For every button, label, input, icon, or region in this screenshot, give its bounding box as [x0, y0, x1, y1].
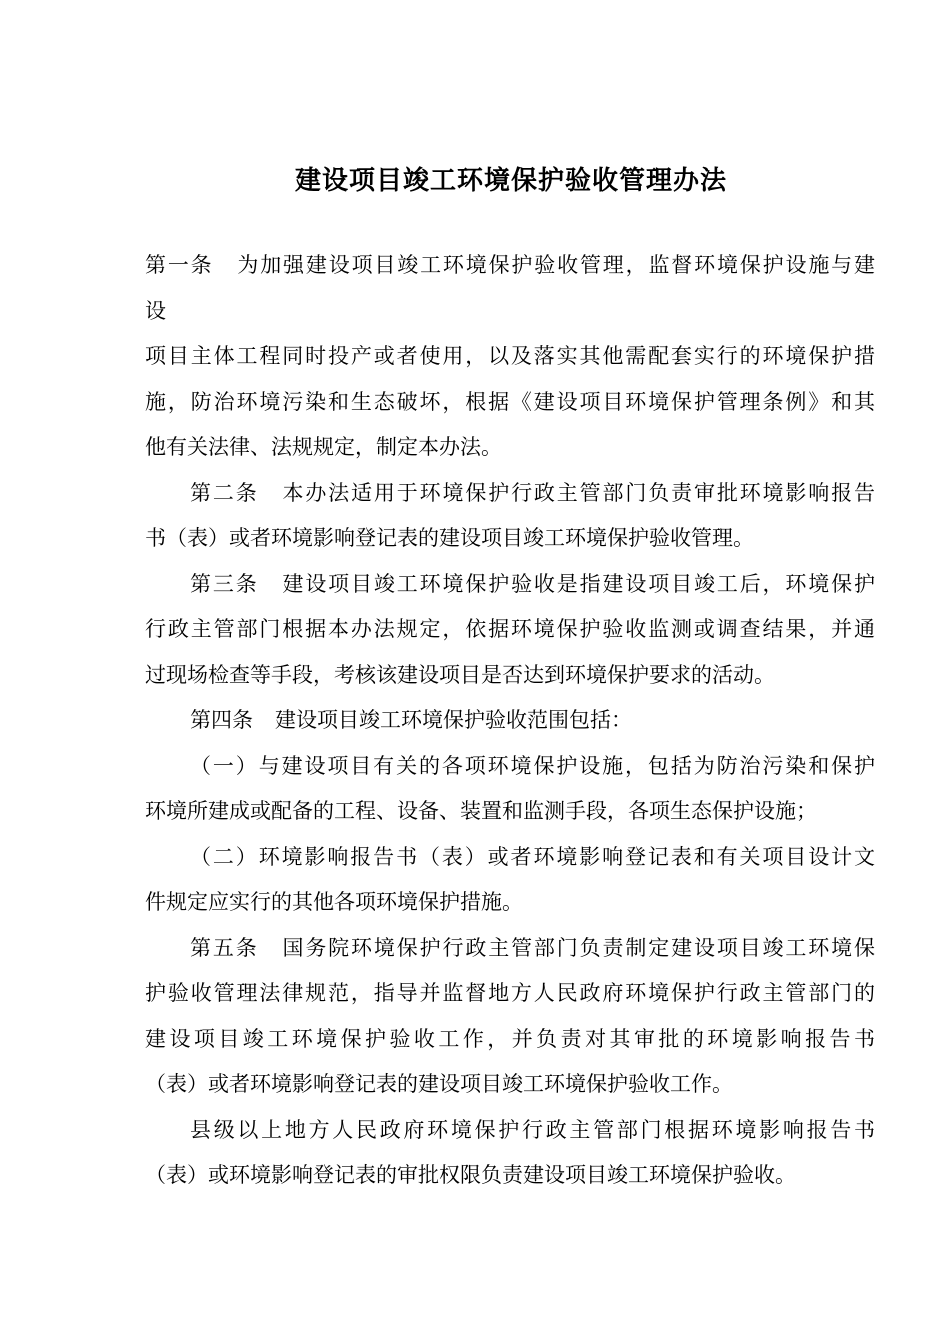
- article-4-item-2-line-1: （二）环境影响报告书（表）或者环境影响登记表和有关项目设计文: [190, 845, 875, 869]
- article-label: 第二条: [190, 481, 259, 505]
- article-2-line-1: 第二条 本办法适用于环境保护行政主管部门负责审批环境影响报告: [190, 481, 876, 505]
- article-label: 第五条: [190, 936, 259, 960]
- article-5-line-3: 建设项目竣工环境保护验收工作，并负责对其审批的环境影响报告书: [145, 1027, 875, 1051]
- article-5-paragraph-2-line-2: （表）或环境影响登记表的审批权限负责建设项目竣工环境保护验收。: [145, 1163, 796, 1187]
- article-1-line-2: 设: [145, 299, 166, 323]
- article-3-line-1: 第三条 建设项目竣工环境保护验收是指建设项目竣工后，环境保护: [190, 572, 876, 596]
- article-4-line-1: 第四条 建设项目竣工环境保护验收范围包括：: [190, 708, 632, 732]
- article-1-line-4: 施，防治环境污染和生态破坏，根据《建设项目环境保护管理条例》和其: [145, 390, 875, 414]
- article-5-paragraph-2-line-1: 县级以上地方人民政府环境保护行政主管部门根据环境影响报告书: [190, 1118, 875, 1142]
- article-5-line-2: 护验收管理法律规范，指导并监督地方人民政府环境保护行政主管部门的: [145, 981, 875, 1005]
- article-label: 第四条: [190, 708, 253, 732]
- article-1-line-1: 第一条 为加强建设项目竣工环境保护验收管理，监督环境保护设施与建: [145, 253, 876, 277]
- article-2-line-2: 书（表）或者环境影响登记表的建设项目竣工环境保护验收管理。: [145, 526, 754, 550]
- article-3-line-3: 过现场检查等手段，考核该建设项目是否达到环境保护要求的活动。: [145, 663, 775, 687]
- article-label: 第一条: [145, 253, 214, 277]
- article-4-item-1-line-2: 环境所建成或配备的工程、设备、装置和监测手段，各项生态保护设施；: [145, 799, 817, 823]
- article-1-line-3: 项目主体工程同时投产或者使用，以及落实其他需配套实行的环境保护措: [145, 344, 875, 368]
- article-4-item-2-line-2: 件规定应实行的其他各项环境保护措施。: [145, 890, 523, 914]
- article-5-line-1: 第五条 国务院环境保护行政主管部门负责制定建设项目竣工环境保: [190, 936, 876, 960]
- article-3-line-2: 行政主管部门根据本办法规定，依据环境保护验收监测或调查结果，并通: [145, 617, 875, 641]
- article-5-line-4: （表）或者环境影响登记表的建设项目竣工环境保护验收工作。: [145, 1072, 733, 1096]
- document-title: 建设项目竣工环境保护验收管理办法: [294, 166, 727, 196]
- article-label: 第三条: [190, 572, 259, 596]
- article-4-item-1-line-1: （一）与建设项目有关的各项环境保护设施，包括为防治污染和保护: [190, 754, 875, 778]
- article-1-line-5: 他有关法律、法规规定，制定本办法。: [145, 435, 502, 459]
